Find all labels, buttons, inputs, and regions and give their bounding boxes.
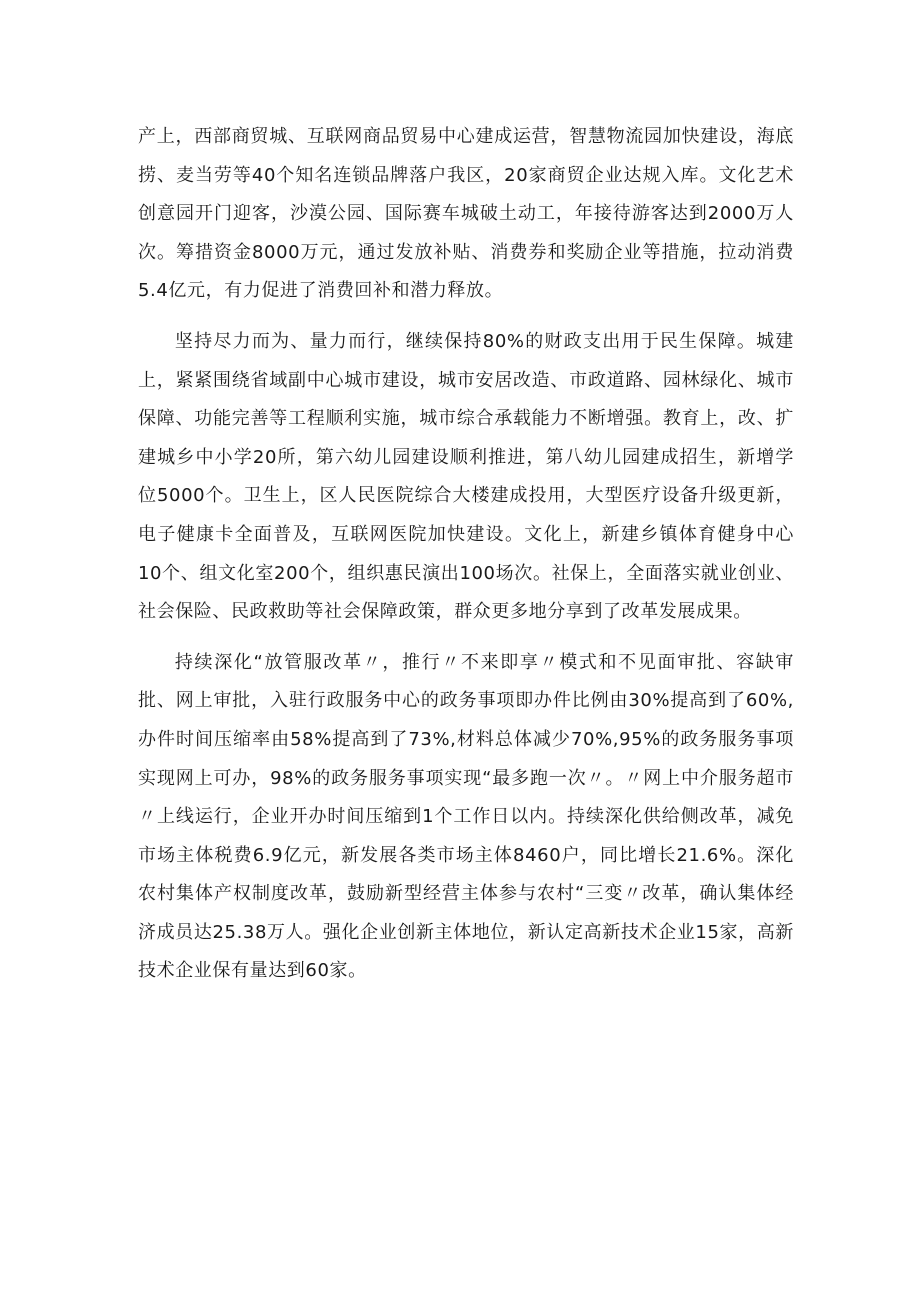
paragraph-livelihood: 坚持尽力而为、量力而行，继续保持80%的财政支出用于民生保障。城建上，紧紧围绕省域副中心城市建设，城市安居改造、市政道路、园林绿化、城市保障、功能完善等工程顺利实施，城市综合承载能力不断增强。教育上，改、扩建城乡中小学20所，第六幼儿园建设顺利推进，第八幼儿园建成招生，新增学位5000个。卫生上，区人民医院综合大楼建成投用，大型医疗设备升级更新，电子健康卡全面普及，互联网医院加快建设。文化上，新建乡镇体育健身中心10个、组文化室200个，组织惠民演出100场次。社保上，全面落实就业创业、社会保险、民政救助等社会保障政策，群众更多地分享到了改革发展成果。 <box>138 330 794 623</box>
paragraph-reform: 持续深化“放管服改革〃，推行〃不来即享〃模式和不见面审批、容缺审批、网上审批，入驻行政服务中心的政务事项即办件比例由30%提高到了60%,办件时间压缩率由58%提高到了73%,材料总体减少70%,95%的政务服务事项实现网上可办，98%的政务服务事项实现“最多跑一次〃。〃网上中介服务超市〃上线运行，企业开办时间压缩到1个工作日以内。持续深化供给侧改革，减免市场主体税费6.9亿元，新发展各类市场主体8460户，同比增长21.6%。深化农村集体产权制度改革，鼓励新型经营主体参与农村“三变〃改革，确认集体经济成员达25.38万人。强化企业创新主体地位，新认定高新技术企业15家，高新技术企业保有量达到60家。 <box>138 651 794 982</box>
paragraph-consumption: 产上，西部商贸城、互联网商品贸易中心建成运营，智慧物流园加快建设，海底捞、麦当劳等40个知名连锁品牌落户我区，20家商贸企业达规入库。文化艺术创意园开门迎客，沙漠公园、国际赛车城破土动工，年接待游客达到2000万人次。筹措资金8000万元，通过发放补贴、消费券和奖励企业等措施，拉动消费5.4亿元，有力促进了消费回补和潜力释放。 <box>138 126 794 302</box>
document-body <box>138 118 794 1003</box>
